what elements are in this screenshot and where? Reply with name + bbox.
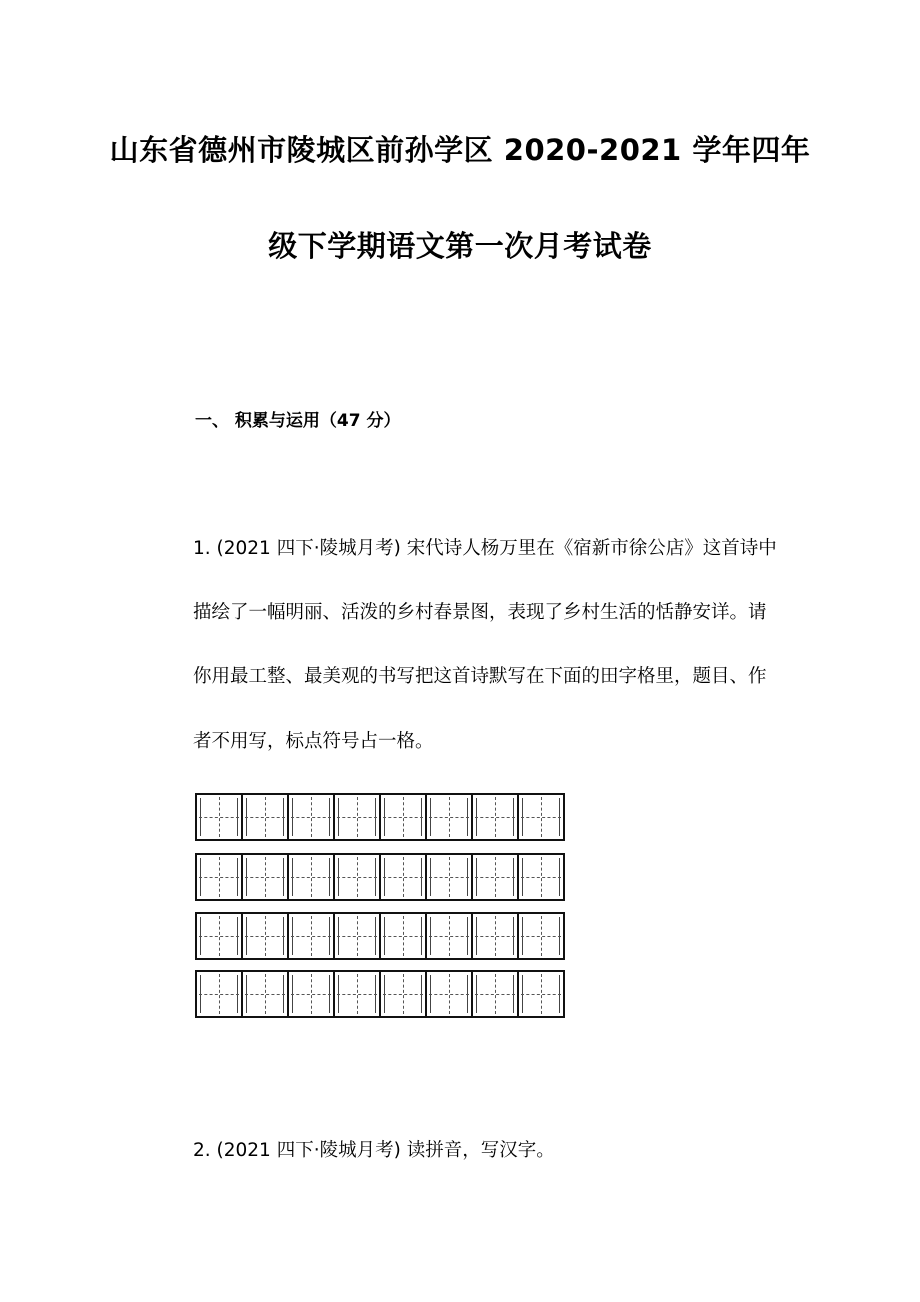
writing-grid-cell xyxy=(427,972,473,1016)
writing-grid-cell xyxy=(243,795,289,839)
writing-grid-cell xyxy=(197,795,243,839)
question-2-line: 2. (2021 四下·陵城月考) 读拼音，写汉字。 xyxy=(193,1140,555,1161)
writing-grid-cell xyxy=(519,972,563,1016)
writing-grid-row xyxy=(195,970,565,1018)
question-1-line: 1. (2021 四下·陵城月考) 宋代诗人杨万里在《宿新市徐公店》这首诗中 xyxy=(193,538,777,559)
writing-grid-cell xyxy=(427,795,473,839)
writing-grid-cell xyxy=(289,972,335,1016)
writing-grid-cell xyxy=(197,914,243,958)
writing-grid-cell xyxy=(381,972,427,1016)
writing-grid-cell xyxy=(381,914,427,958)
writing-grid-cell xyxy=(427,855,473,899)
writing-grid-cell xyxy=(335,795,381,839)
writing-grid-cell xyxy=(289,914,335,958)
writing-grid-cell xyxy=(289,795,335,839)
writing-grid-row xyxy=(195,853,565,901)
writing-grid-cell xyxy=(519,795,563,839)
writing-grid-cell xyxy=(519,855,563,899)
writing-grid-cell xyxy=(335,972,381,1016)
writing-grid-cell xyxy=(335,855,381,899)
question-1-line: 者不用写，标点符号占一格。 xyxy=(193,731,434,752)
writing-grid-cell xyxy=(381,855,427,899)
writing-grid-cell xyxy=(335,914,381,958)
section-heading: 一、 积累与运用（47 分） xyxy=(195,411,401,431)
document-title-line-1: 山东省德州市陵城区前孙学区 2020-2021 学年四年 xyxy=(109,133,811,167)
writing-grid-cell xyxy=(473,914,519,958)
writing-grid-cell xyxy=(427,914,473,958)
writing-grid-cell xyxy=(473,795,519,839)
writing-grid-cell xyxy=(243,972,289,1016)
writing-grid-cell xyxy=(243,914,289,958)
question-1-line: 你用最工整、最美观的书写把这首诗默写在下面的田字格里，题目、作 xyxy=(193,666,767,687)
writing-grid-cell xyxy=(197,972,243,1016)
writing-grid-cell xyxy=(473,855,519,899)
writing-grid-cell xyxy=(289,855,335,899)
writing-grid-cell xyxy=(243,855,289,899)
writing-grid-cell xyxy=(473,972,519,1016)
writing-grid-cell xyxy=(381,795,427,839)
question-1-line: 描绘了一幅明丽、活泼的乡村春景图，表现了乡村生活的恬静安详。请 xyxy=(193,602,767,623)
writing-grid-row xyxy=(195,912,565,960)
document-title-line-2: 级下学期语文第一次月考试卷 xyxy=(268,229,652,263)
writing-grid-cell xyxy=(197,855,243,899)
writing-grid-row xyxy=(195,793,565,841)
writing-grid-cell xyxy=(519,914,563,958)
